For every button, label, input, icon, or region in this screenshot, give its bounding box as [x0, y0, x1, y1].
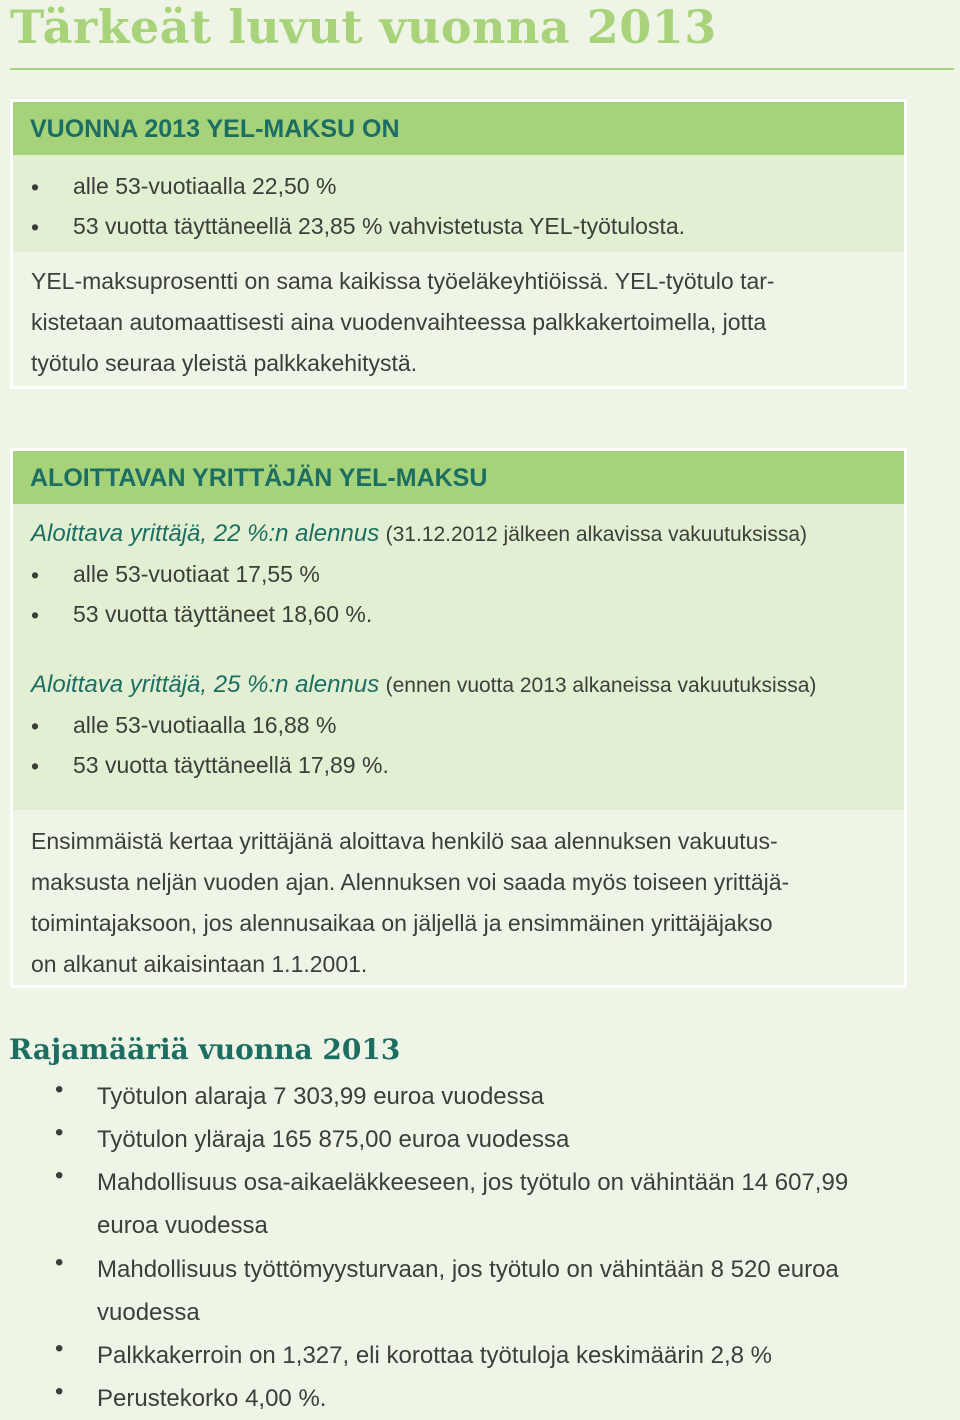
discount-25-title: Aloittava yrittäjä, 25 %:n alennus (ennen vuotta 2013 alkaneissa vakuutuksissa): [31, 671, 817, 698]
bullet-icon: •: [31, 174, 40, 200]
bullet-icon: •: [31, 214, 40, 240]
aloittava-yrittaja-box: [10, 448, 907, 988]
bullet-icon: •: [31, 713, 40, 739]
title-divider: [10, 68, 954, 70]
bullet-icon: •: [31, 562, 40, 588]
bullet-icon: •: [55, 1335, 64, 1362]
bullet-icon: •: [31, 753, 40, 779]
bullet-icon: •: [55, 1162, 64, 1189]
aloittava-header: [13, 451, 904, 504]
bullet-icon: •: [55, 1076, 64, 1103]
bullet-icon: •: [55, 1119, 64, 1146]
aloittava-header-text: ALOITTAVAN YRITTÄJÄN YEL-MAKSU: [30, 464, 488, 492]
discount-22-title: Aloittava yrittäjä, 22 %:n alennus (31.12.2012 jälkeen alkavissa vakuutuksissa): [31, 520, 807, 547]
bullet-icon: •: [55, 1249, 64, 1276]
yel-maksu-paragraph: YEL-maksuprosentti on sama kaikissa työeläkeyhtiöissä. YEL-työtulo tar- kistetaan automaattisesti aina vuodenvaihteessa palkkakertoimella, jotta työtulo seuraa yleistä palkkakehitystä.: [31, 268, 775, 376]
yel-maksu-header: [13, 102, 904, 155]
yel-maksu-header-text: VUONNA 2013 YEL-MAKSU ON: [30, 115, 400, 143]
yel-maksu-rates: • alle 53-vuotiaalla 22,50 % • 53 vuotta täyttäneellä 23,85 % vahvistetusta YEL-työtulosta.: [13, 155, 904, 252]
bullet-icon: •: [31, 602, 40, 628]
rajamaaria-title: Rajamääriä vuonna 2013: [9, 1033, 401, 1066]
aloittava-rates: Aloittava yrittäjä, 22 %:n alennus (31.12.2012 jälkeen alkavissa vakuutuksissa) • alle 53-vuotiaat 17,55 % • 53 vuotta täyttäneet 18,60 %. Aloittava yrittäjä, 25 %:n alennus (ennen vuotta 2013 alkaneissa vakuutuksissa) • alle 53-vuotiaalla 16,88 % • 53 vuotta täyttäneellä 17,89 %.: [13, 504, 904, 810]
page-title: Tärkeät luvut vuonna 2013: [10, 0, 717, 54]
yel-maksu-box: [10, 99, 907, 389]
bullet-icon: •: [55, 1378, 64, 1405]
aloittava-paragraph: Ensimmäistä kertaa yrittäjänä aloittava henkilö saa alennuksen vakuutus- maksusta neljän vuoden ajan. Alennuksen voi saada myös toiseen yrittäjä- toimintajaksoon, jos alennusaikaa on jäljellä ja ensimmäinen yrittäjäjakso on alkanut aikaisintaan 1.1.2001.: [31, 828, 790, 977]
